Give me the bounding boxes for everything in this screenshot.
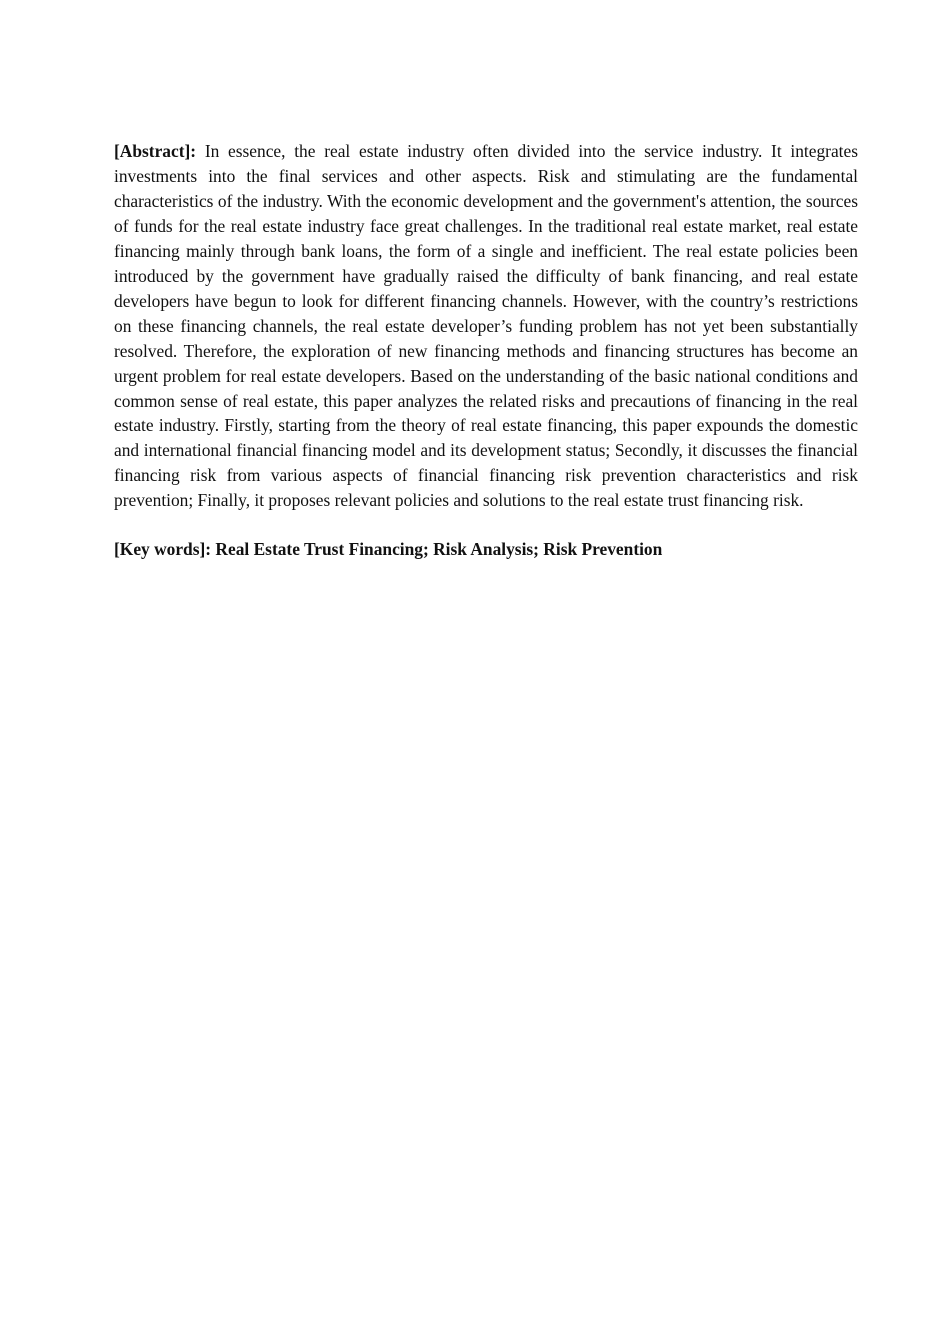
abstract-paragraph	[114, 139, 858, 513]
abstract-label: [Abstract]:	[114, 141, 197, 161]
abstract-text: In essence, the real estate industry often divided into the service industry. It integrates investments into the final services and other aspects. Risk and stimulating are the fundamental characteristics of the industry. With the economic development and the government's attention, the sources of funds for the real estate industry face great challenges. In the traditional real estate market, real estate financing mainly through bank loans, the form of a single and inefficient. The real estate policies been introduced by the government have gradually raised the difficulty of bank financing, and real estate developers have begun to look for different financing channels. However, with the country’s restrictions on these financing channels, the real estate developer’s funding problem has not yet been substantially resolved. Therefore, the exploration of new financing methods and financing structures has become an urgent problem for real estate developers. Based on the understanding of the basic national conditions and common sense of real estate, this paper analyzes the related risks and precautions of financing in the real estate industry. Firstly, starting from the theory of real estate financing, this paper expounds the domestic and international financial financing model and its development status; Secondly, it discusses the financial financing risk from various aspects of financial financing risk prevention characteristics and risk prevention; Finally, it proposes relevant policies and solutions to the real estate trust financing risk.	[114, 141, 858, 511]
keywords-line: [Key words]: Real Estate Trust Financing; Risk Analysis; Risk Prevention	[114, 539, 663, 560]
abstract-section	[114, 139, 858, 562]
